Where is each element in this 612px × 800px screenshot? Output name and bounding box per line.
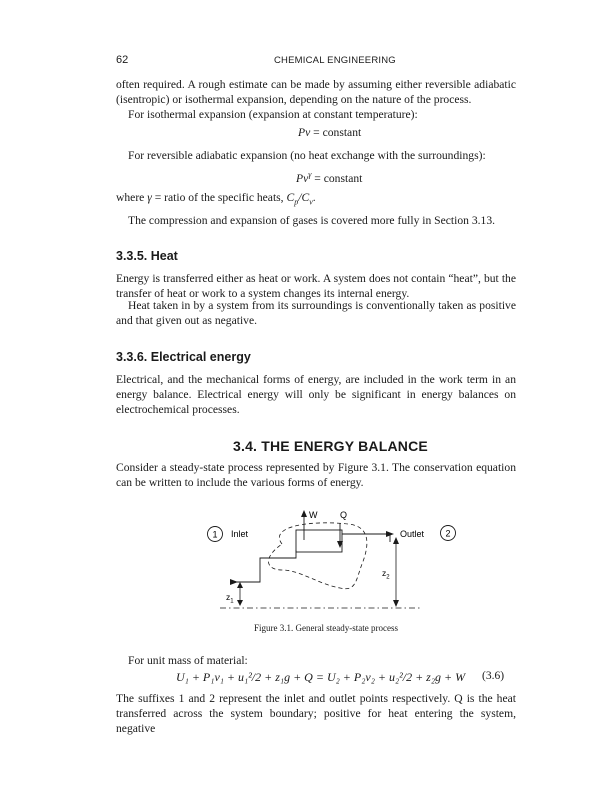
z2-label: $z_2$: [382, 568, 390, 581]
text-fragment: = ratio of the specific heats,: [151, 191, 287, 204]
outlet-label: Outlet: [400, 529, 425, 539]
gamma-definition: [116, 190, 516, 209]
chapter-heading: 3.4. THE ENERGY BALANCE: [233, 438, 428, 454]
paragraph: Energy is transferred either as heat or work. A system does not contain “heat”, but the transfer of heat or work to a system changes its internal energy.: [116, 272, 516, 300]
inlet-pipe: [233, 550, 296, 582]
section-heading: 3.3.6. Electrical energy: [116, 350, 251, 364]
equation-number: (3.6): [482, 670, 505, 682]
z1-arrow-bottom: [237, 600, 243, 606]
inlet-number: 1: [212, 529, 218, 540]
inlet-label: Inlet: [231, 529, 249, 539]
z1-label: $z_1$: [226, 592, 234, 605]
system-boundary: [268, 523, 366, 589]
work-label: W: [309, 510, 318, 520]
text-fragment: .: [312, 191, 316, 204]
equation-isothermal: [298, 125, 361, 140]
equation-rhs: = constant: [314, 171, 363, 185]
paragraph: For reversible adiabatic expansion (no heat exchange with the surroundings):: [128, 149, 486, 162]
outlet-pipe: [342, 534, 390, 542]
paragraph: Electrical, and the mechanical forms of energy, are included in the work term in an energy balance. Electrical energy will only be significant in energy balances on electrochemical processes.: [116, 373, 516, 416]
section-heading: 3.3.5. Heat: [116, 249, 178, 263]
equation-adiabatic: [296, 167, 362, 186]
paragraph: often required. A rough estimate can be made by assuming either reversible adiabatic (isentropic) or isothermal expansion, depending on the nature of the process.: [116, 78, 516, 106]
equation-rhs: = constant: [313, 126, 362, 139]
text-fragment: where: [116, 191, 148, 204]
paragraph: For isothermal expansion (expansion at constant temperature):: [128, 108, 418, 121]
paragraph: Consider a steady-state process represented by Figure 3.1. The conservation equation can be written to include the various forms of energy.: [116, 461, 516, 489]
page-number: 62: [116, 54, 129, 66]
paragraph: Heat taken in by a system from its surroundings is conventionally taken as positive and that given out as negative.: [116, 299, 516, 327]
equation-exponent: γ: [308, 170, 312, 179]
process-unit-box: [296, 530, 342, 552]
gamma-symbol: γ: [147, 191, 152, 204]
process-diagram: [200, 504, 470, 620]
cv-symbol: /C: [298, 191, 310, 204]
paragraph: For unit mass of material:: [128, 654, 248, 667]
figure-3-1: [200, 504, 470, 620]
inlet-flow-arrow: [230, 579, 238, 585]
energy-balance-equation: U₁ + P₁v₁ + u₁²/2 + z₁g + Q = U₂ + P₂v₂ + u₂²/2 + z₂g + W: [176, 670, 466, 684]
z1-arrow-top: [237, 582, 243, 588]
cp-symbol: C: [286, 191, 295, 204]
z2-arrow-top: [393, 537, 399, 544]
equation-base: Pv: [296, 171, 309, 185]
running-title: CHEMICAL ENGINEERING: [274, 55, 396, 66]
equation-lhs: Pv: [298, 126, 311, 139]
outlet-number: 2: [445, 528, 451, 539]
paragraph: The suffixes 1 and 2 represent the inlet and outlet points respectively. Q is the heat transferred across the system boundary; positive for heat entering the system, negative: [116, 692, 516, 735]
work-arrow-head: [301, 510, 307, 517]
subscript-p: p: [294, 197, 299, 207]
figure-caption: Figure 3.1. General steady-state process: [254, 623, 398, 633]
paragraph: The compression and expansion of gases is covered more fully in Section 3.13.: [128, 214, 496, 227]
z2-arrow-bottom: [393, 600, 399, 607]
heat-label: Q: [340, 510, 348, 520]
subscript-v: v: [309, 197, 313, 207]
